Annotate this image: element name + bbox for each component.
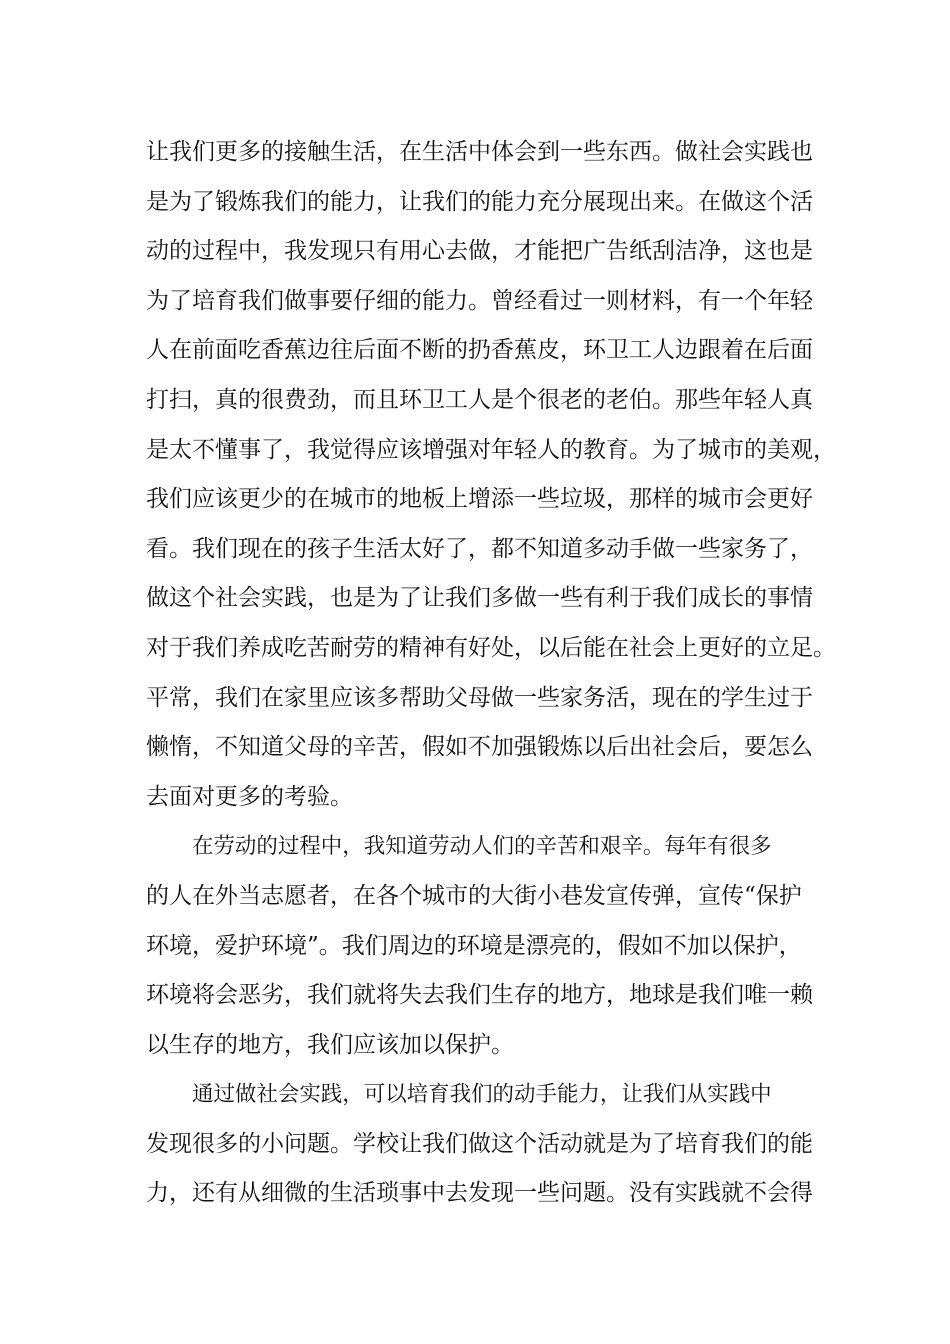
paragraph-line: 环境，爱护环境”。我们周边的环境是漂亮的，假如不加以保护，	[146, 932, 802, 959]
paragraph-line: 环境将会恶劣，我们就将失去我们生存的地方，地球是我们唯一赖	[146, 982, 813, 1009]
paragraph-line: 对于我们养成吃苦耐劳的精神有好处，以后能在社会上更好的立足。	[146, 634, 836, 661]
paragraph-line: 以生存的地方，我们应该加以保护。	[146, 1031, 514, 1058]
paragraph-line: 动的过程中，我发现只有用心去做，才能把广告纸刮洁净，这也是	[146, 238, 813, 265]
paragraph-line: 打扫，真的很费劲，而且环卫工人是个很老的老伯。那些年轻人真	[146, 386, 813, 413]
paragraph-line: 看。我们现在的孩子生活太好了，都不知道多动手做一些家务了，	[146, 535, 813, 562]
paragraph-line: 去面对更多的考验。	[146, 783, 353, 810]
paragraph-line: 让我们更多的接触生活，在生活中体会到一些东西。做社会实践也	[146, 139, 813, 165]
paragraph-line: 发现很多的小问题。学校让我们做这个活动就是为了培育我们的能	[146, 1130, 813, 1157]
paragraph-line: 平常，我们在家里应该多帮助父母做一些家务活，现在的学生过于	[146, 684, 813, 711]
paragraph-line: 通过做社会实践，可以培育我们的动手能力，让我们从实践中	[192, 1082, 772, 1108]
paragraph-2	[146, 822, 836, 1070]
paragraph-line: 是太不懂事了，我觉得应该增强对年轻人的教育。为了城市的美观，	[146, 436, 836, 463]
paragraph-line: 人在前面吃香蕉边往后面不断的扔香蕉皮，环卫工人边跟着在后面	[146, 337, 813, 364]
paragraph-line: 为了培育我们做事要仔细的能力。曾经看过一则材料，有一个年轻	[146, 287, 813, 314]
paragraph-line: 的人在外当志愿者，在各个城市的大街小巷发宣传弹，宣传“保护	[146, 882, 802, 909]
document-body	[146, 128, 836, 1219]
paragraph-line: 力，还有从细微的生活琐事中去发现一些问题。没有实践就不会得	[146, 1180, 813, 1207]
paragraph-line: 是为了锻炼我们的能力，让我们的能力充分展现出来。在做这个活	[146, 188, 813, 215]
paragraph-line: 在劳动的过程中，我知道劳动人们的辛苦和艰辛。每年有很多	[192, 834, 772, 860]
paragraph-line: 做这个社会实践，也是为了让我们多做一些有利于我们成长的事情	[146, 585, 813, 612]
paragraph-line: 我们应该更少的在城市的地板上增添一些垃圾，那样的城市会更好	[146, 486, 813, 513]
paragraph-3	[146, 1070, 836, 1219]
paragraph-line: 懒惰，不知道父母的辛苦，假如不加强锻炼以后出社会后，要怎么	[146, 734, 813, 761]
paragraph-1	[146, 128, 836, 822]
